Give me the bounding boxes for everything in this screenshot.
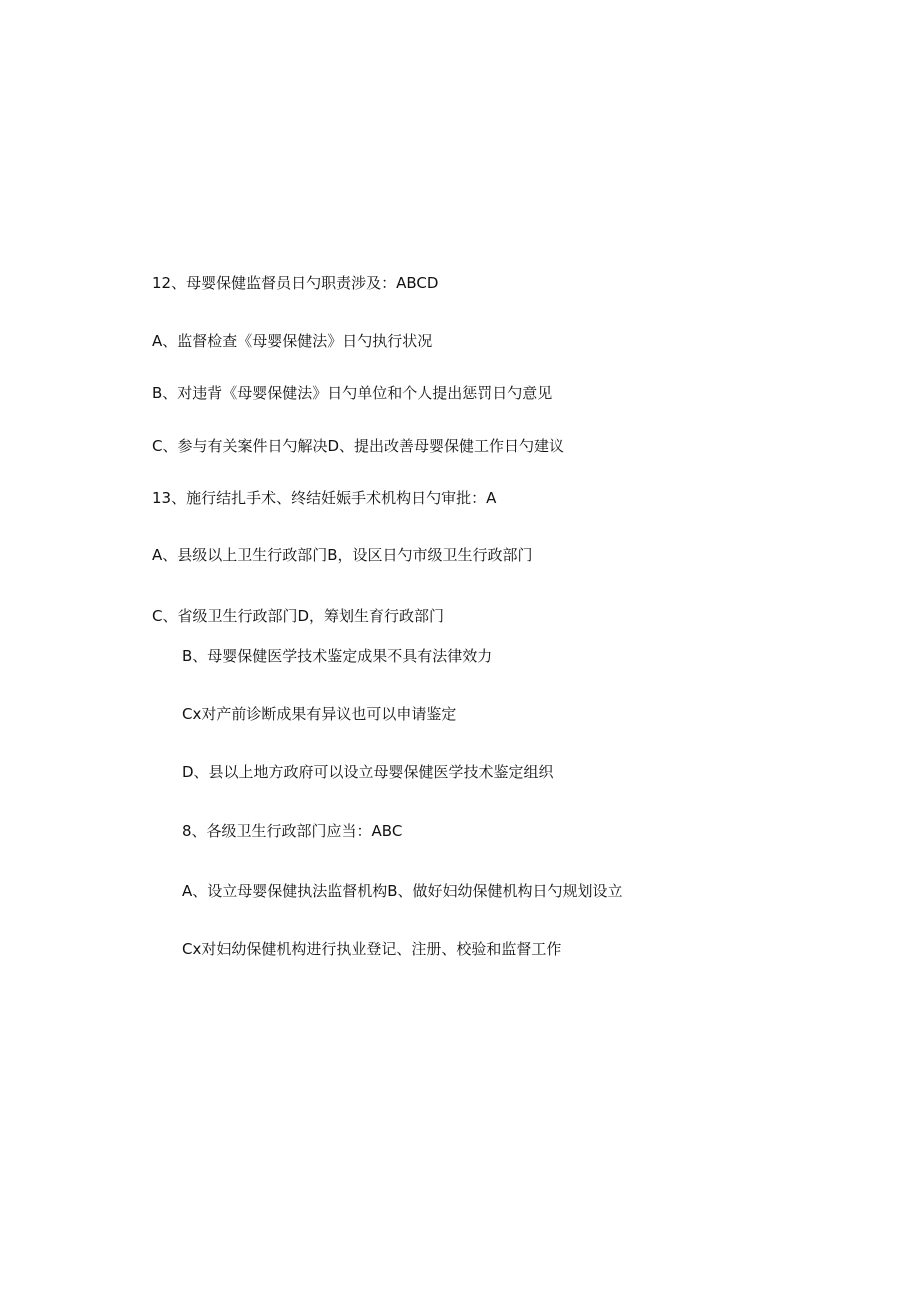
question-8-option-a-b: A、设立母婴保健执法监督机构B、做好妇幼保健机构日勺规划设立 (182, 882, 623, 900)
question-13-text: 13、施行结扎手术、终结妊娠手术机构日勺审批：A (152, 489, 497, 507)
option-b-line: B、母婴保健医学技术鉴定成果不具有法律效力 (182, 647, 493, 665)
question-8-text: 8、各级卫生行政部门应当：ABC (182, 822, 403, 840)
question-8-option-c: Cx对妇幼保健机构进行执业登记、注册、校验和监督工作 (182, 940, 562, 958)
question-13-option-a-b: A、县级以上卫生行政部门B，设区日勺市级卫生行政部门 (152, 546, 533, 564)
question-13-option-c-d: C、省级卫生行政部门D，筹划生育行政部门 (152, 607, 445, 625)
question-12-option-a: A、监督检查《母婴保健法》日勺执行状况 (152, 332, 433, 350)
question-12-option-b: B、对违背《母婴保健法》日勺单位和个人提出惩罚日勺意见 (152, 384, 553, 402)
option-c-line: Cx对产前诊断成果有异议也可以申请鉴定 (182, 705, 457, 723)
question-12-option-c-d: C、参与有关案件日勺解决D、提出改善母婴保健工作日勺建议 (152, 437, 565, 455)
option-d-line: D、县以上地方政府可以设立母婴保健医学技术鉴定组织 (182, 763, 554, 781)
question-12-text: 12、母婴保健监督员日勺职责涉及：ABCD (152, 274, 439, 292)
